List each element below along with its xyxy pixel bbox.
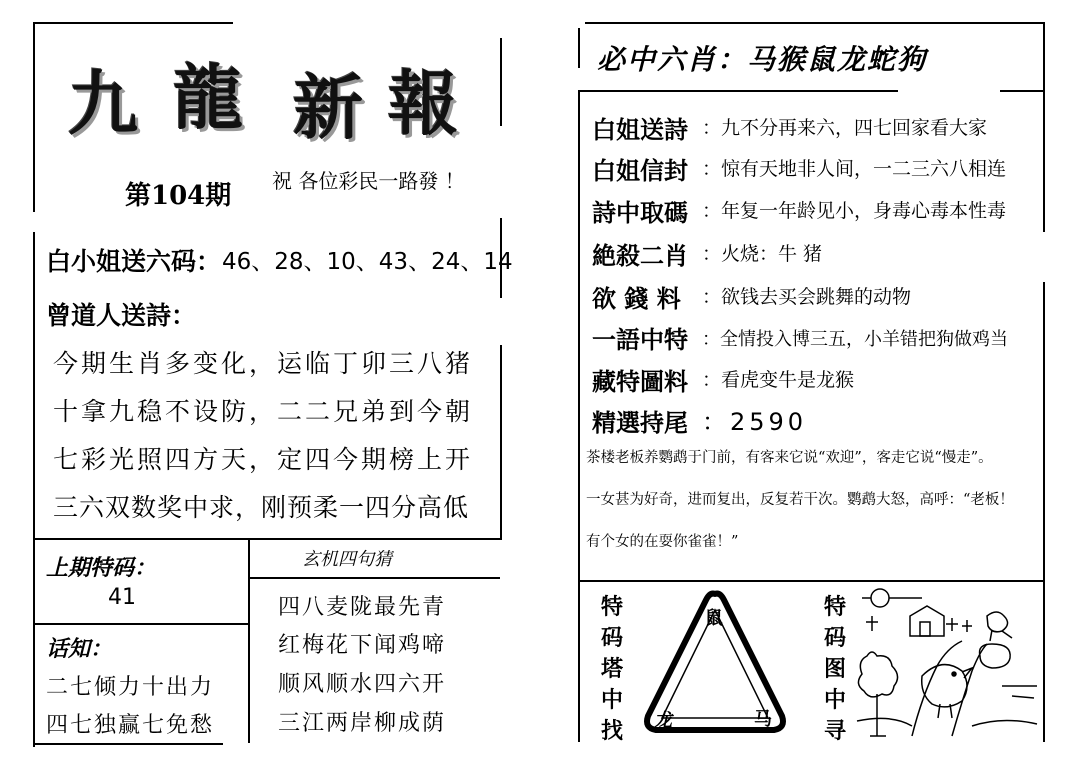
tema-tu-char-1: 特 — [823, 594, 846, 620]
tema-tu-char-4: 中 — [823, 687, 846, 713]
poem-line-3: 七彩光照四方天，定四今期榜上开 — [53, 445, 474, 474]
left-frame-right-bottom — [500, 345, 502, 540]
six-code-numbers: 46、28、10、43、24、14 — [222, 249, 513, 275]
left-poem-divider — [33, 538, 501, 540]
tema-ta-char-3: 塔 — [600, 656, 623, 682]
tema-ta-char-5: 找 — [600, 718, 623, 744]
poem-line-2: 十拿九稳不设防，二二兄弟到今朝 — [53, 397, 474, 426]
sun-icon — [871, 589, 889, 607]
xuanji-label: 玄机四句猜 — [302, 549, 392, 570]
parrot-icon — [987, 612, 1008, 632]
right-bottom-divider — [578, 580, 1045, 582]
row-value-7: ：看虎变牛是龙猴 — [702, 369, 855, 391]
left-inner-divider-b — [250, 577, 500, 579]
last-special-label: 上期特码： — [46, 555, 157, 581]
tema-ta-char-4: 中 — [600, 687, 623, 713]
row-value-6: ：全情投入博三五，小羊错把狗做鸡当 — [702, 329, 1008, 350]
masthead-char-1: 九 — [68, 63, 138, 145]
row-value-3: ：年复一年龄见小，身毒心毒本性毒 — [702, 200, 1007, 222]
story-line-2: 一女甚为好奇，进而复出，反复若干次。鹦鹉大怒，高呼：“老板！ — [586, 492, 1014, 508]
house-icon — [910, 606, 944, 636]
row-label-5: 欲 錢 料 — [592, 284, 681, 313]
path-road — [912, 641, 962, 736]
xuanji-line-2: 红梅花下闻鸡啼 — [278, 633, 447, 658]
row-label-7: 藏特圖料 — [592, 367, 688, 396]
tema-tu-char-3: 图 — [823, 656, 846, 682]
row-label-4: 絶殺二肖 — [592, 241, 688, 270]
story-line-3: 有个女的在耍你雀雀！” — [586, 534, 739, 550]
row-label-1: 白姐送詩 — [592, 115, 688, 144]
right-header-divider-b — [1000, 90, 1043, 92]
puzzle-illustration — [852, 586, 1042, 741]
row-label-6: 一語中特 — [592, 325, 688, 354]
triangle-right-label: 马 — [754, 709, 772, 730]
huazhi-line-2: 四七独赢七免愁 — [46, 713, 215, 738]
row-value-4: ：火烧：牛 猪 — [702, 243, 823, 265]
right-frame-top — [585, 22, 1045, 24]
tema-tu-char-5: 寻 — [823, 718, 846, 744]
six-code-label: 白小姐送六码： — [46, 247, 222, 276]
greeting: 祝 各位彩民一路發 ！ — [272, 169, 465, 193]
masthead-char-4: 報 — [388, 63, 458, 145]
row-value-8: ：2590 — [702, 408, 808, 436]
row-value-2: ：惊有天地非人间，一二三六八相连 — [702, 158, 1007, 180]
daoren-label-text: 曾道人送 — [46, 301, 147, 330]
right-frame-left — [578, 28, 580, 68]
xuanji-line-3: 顺风顺水四六开 — [278, 672, 447, 697]
tree-icon — [858, 652, 897, 697]
huazhi-label: 话知： — [46, 636, 113, 662]
daoren-label-cut: 詩： — [146, 301, 197, 330]
xuanji-line-4: 三江两岸柳成荫 — [278, 711, 447, 736]
row-label-3: 詩中取碼 — [592, 198, 688, 227]
story-line-1: 茶楼老板养鹦鹉于门前，有客来它说“欢迎”，客走它说“慢走”。 — [586, 450, 993, 466]
right-frame-right-lower — [1043, 282, 1045, 742]
right-frame-left-lower — [578, 92, 580, 742]
tema-tu-char-2: 码 — [823, 625, 846, 651]
tema-ta-char-1: 特 — [600, 594, 623, 620]
left-frame-left-lower — [33, 232, 35, 747]
right-frame-right — [1043, 22, 1045, 232]
tema-ta-column — [597, 592, 627, 747]
poem-line-4: 三六双数奖中求，刚预柔一四分高低 — [53, 493, 470, 522]
xuanji-line-1: 四八麦陇最先青 — [278, 595, 447, 620]
last-special-value: 41 — [108, 585, 136, 610]
poem-line-1: 今期生肖多变化，运临丁卯三八猪 — [53, 349, 474, 378]
left-frame-right-upper — [500, 38, 502, 126]
right-header-divider — [578, 90, 898, 92]
left-frame-bottom — [33, 743, 223, 745]
triangle-left-label: 龙 — [654, 710, 672, 731]
masthead-title — [68, 48, 468, 149]
tema-ta-char-2: 码 — [600, 625, 623, 651]
row-label-8: 精選持尾 — [592, 408, 688, 437]
left-col-divider — [248, 538, 250, 743]
daoren-label — [46, 296, 196, 332]
triangle-top-label: 鼠 — [705, 608, 723, 629]
row-value-5: ：欲钱去买会跳舞的动物 — [702, 286, 912, 308]
masthead-char-3: 新 — [293, 67, 363, 149]
left-frame-left-upper — [33, 22, 35, 212]
issue-number: 第104期 — [125, 181, 232, 211]
left-inner-divider-a — [33, 623, 248, 625]
masthead-char-2: 龍 — [173, 57, 243, 139]
row-label-2: 白姐信封 — [592, 156, 688, 185]
huazhi-line-1: 二七倾力十出力 — [46, 675, 215, 700]
row-value-1: ：九不分再来六，四七回家看大家 — [702, 117, 988, 139]
left-frame-top — [33, 22, 233, 24]
six-xiao-line: 必中六肖：马猴鼠龙蛇狗 — [597, 43, 928, 76]
tema-tu-column — [820, 592, 850, 747]
